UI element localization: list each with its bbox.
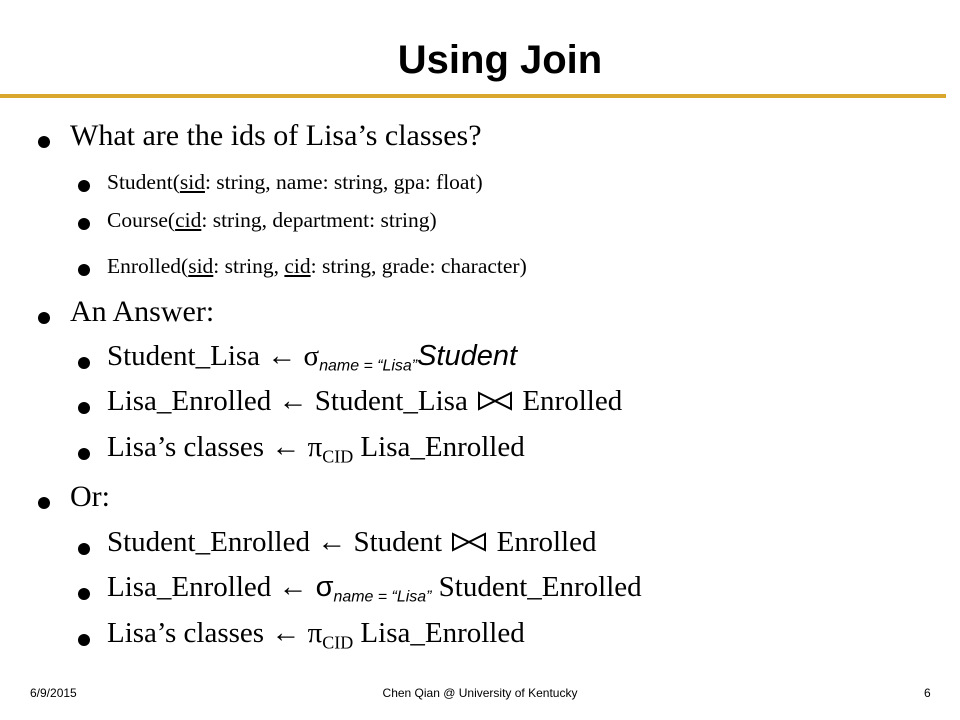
or-1-lhs: Student_Enrolled	[107, 526, 318, 558]
answer-3-lhs: Lisa’s classes	[107, 431, 272, 463]
schema-course-key: cid	[175, 208, 202, 232]
bullet-dot	[78, 180, 90, 192]
bullet-dot	[78, 218, 90, 230]
answer-2-left-relation: Student_Lisa	[307, 385, 468, 417]
slide-title: Using Join	[397, 38, 603, 82]
bullet-dot	[38, 497, 50, 509]
projection-attribute: CID	[322, 632, 354, 653]
bullet-question: What are the ids of Lisa’s classes?	[70, 119, 482, 152]
answer-2-lhs: Lisa_Enrolled	[107, 385, 279, 417]
schema-student-post: : string, name: string, gpa: float)	[204, 170, 483, 194]
left-arrow-icon: ←	[317, 526, 347, 558]
bullet-dot	[78, 264, 90, 276]
or-3-relation: Lisa_Enrolled	[353, 617, 525, 649]
schema-course-post: : string, department: string)	[201, 208, 437, 232]
schema-enrolled-mid: : string,	[213, 254, 285, 278]
selection-condition: name = “Lisa”	[333, 588, 432, 606]
bullet-dot	[78, 448, 90, 460]
bullet-dot	[38, 136, 50, 148]
title-underline-rule	[0, 94, 946, 98]
or-3-lhs: Lisa’s classes	[107, 617, 272, 649]
pi-symbol: π	[300, 431, 323, 463]
or-step-2	[107, 571, 642, 607]
answer-heading: An Answer:	[70, 295, 215, 328]
schema-enrolled-key2: cid	[284, 254, 311, 278]
bullet-dot	[78, 402, 90, 414]
natural-join-icon	[475, 390, 515, 412]
footer-date: 6/9/2015	[30, 686, 77, 700]
left-arrow-icon: ←	[267, 340, 297, 372]
bullet-dot	[78, 543, 90, 555]
or-1-right-relation: Enrolled	[496, 526, 597, 558]
schema-student-key: sid	[179, 170, 205, 194]
answer-step-1	[107, 340, 517, 376]
or-step-3	[107, 617, 525, 653]
pi-symbol: π	[300, 617, 323, 649]
or-2-relation: Student_Enrolled	[431, 571, 642, 603]
answer-step-3	[107, 431, 525, 467]
schema-enrolled-pre: Enrolled(	[107, 254, 189, 278]
answer-1-relation: Student	[417, 340, 518, 372]
bullet-dot	[78, 588, 90, 600]
schema-course-pre: Course(	[107, 208, 176, 232]
selection-condition: name = “Lisa”	[319, 357, 418, 375]
or-2-lhs: Lisa_Enrolled	[107, 571, 279, 603]
bullet-dot	[38, 312, 50, 324]
schema-student	[107, 170, 483, 195]
footer-page-number: 6	[924, 686, 931, 700]
natural-join-icon	[449, 531, 489, 553]
schema-enrolled-post: : string, grade: character)	[310, 254, 527, 278]
left-arrow-icon: ←	[278, 571, 308, 603]
left-arrow-icon: ←	[278, 385, 308, 417]
schema-enrolled-key1: sid	[188, 254, 214, 278]
schema-course	[107, 208, 437, 233]
projection-attribute: CID	[322, 446, 354, 467]
left-arrow-icon: ←	[271, 617, 301, 649]
or-1-left-relation: Student	[346, 526, 443, 558]
sigma-symbol: σ	[307, 571, 334, 603]
answer-2-right-relation: Enrolled	[522, 385, 623, 417]
answer-step-2	[107, 385, 622, 418]
or-step-1	[107, 526, 596, 559]
schema-enrolled	[107, 254, 527, 279]
schema-student-pre: Student(	[107, 170, 180, 194]
bullet-dot	[78, 357, 90, 369]
sigma-symbol: σ	[296, 340, 320, 372]
answer-1-lhs: Student_Lisa	[107, 340, 268, 372]
or-heading: Or:	[70, 480, 110, 513]
answer-3-relation: Lisa_Enrolled	[353, 431, 525, 463]
bullet-dot	[78, 634, 90, 646]
left-arrow-icon: ←	[271, 431, 301, 463]
footer-author: Chen Qian @ University of Kentucky	[382, 686, 578, 700]
